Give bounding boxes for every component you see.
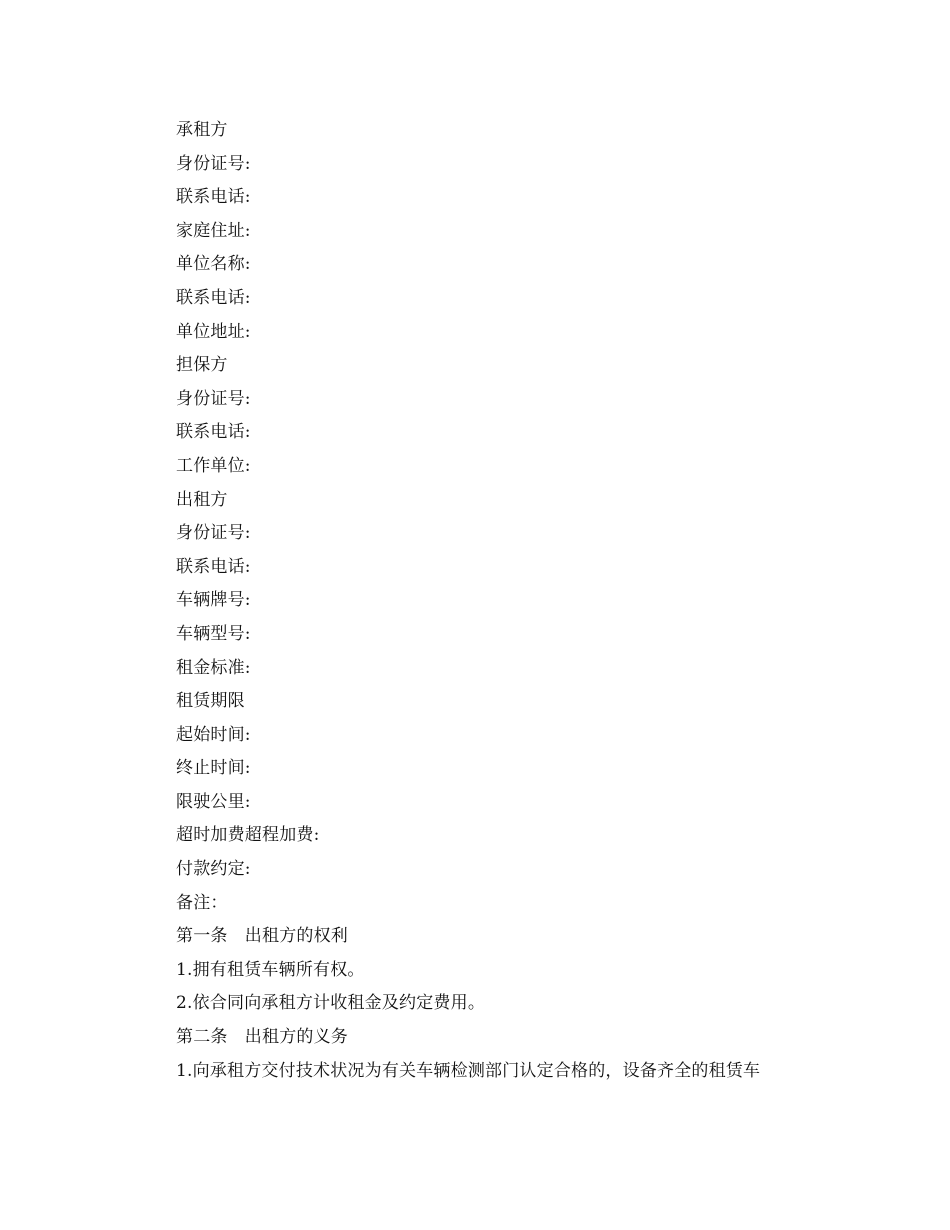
- article-1-clause-2: 2.依合同向承租方计收租金及约定费用。: [176, 993, 486, 1014]
- field-guarantor-workplace: 工作单位:: [176, 455, 251, 476]
- field-guarantor-phone: 联系电话:: [176, 422, 251, 443]
- field-payment-terms: 付款约定:: [176, 859, 251, 880]
- field-lessee-phone: 联系电话:: [176, 187, 251, 208]
- field-vehicle-model: 车辆型号:: [176, 623, 251, 644]
- article-1-clause-1: 1.拥有租赁车辆所有权。: [176, 959, 365, 980]
- article-1-heading: 第一条 出租方的权利: [176, 926, 348, 947]
- field-guarantor-id-number: 身份证号:: [176, 388, 251, 409]
- section-heading-lease-term: 租赁期限: [176, 691, 245, 712]
- section-heading-guarantor: 担保方: [176, 355, 228, 376]
- section-heading-lessor: 出租方: [176, 489, 228, 510]
- field-lessee-employer-address: 单位地址:: [176, 321, 251, 342]
- field-overtime-overdistance-fee: 超时加费超程加费:: [176, 825, 320, 846]
- field-lessee-id-number: 身份证号:: [176, 153, 251, 174]
- field-start-time: 起始时间:: [176, 724, 251, 745]
- field-mileage-limit: 限驶公里:: [176, 791, 251, 812]
- field-rent-standard: 租金标准:: [176, 657, 251, 678]
- field-lessee-employer-name: 单位名称:: [176, 254, 251, 275]
- field-lessor-phone: 联系电话:: [176, 556, 251, 577]
- field-lessee-home-address: 家庭住址:: [176, 220, 251, 241]
- field-lessee-employer-phone: 联系电话:: [176, 287, 251, 308]
- article-2-heading: 第二条 出租方的义务: [176, 1027, 348, 1048]
- field-lessor-id-number: 身份证号:: [176, 523, 251, 544]
- document-body: [176, 114, 836, 1088]
- field-vehicle-plate: 车辆牌号:: [176, 590, 251, 611]
- article-2-clause-1: 1.向承租方交付技术状况为有关车辆检测部门认定合格的，设备齐全的租赁车: [176, 1060, 761, 1081]
- field-remarks: 备注：: [176, 892, 228, 913]
- section-heading-lessee: 承租方: [176, 120, 228, 140]
- field-end-time: 终止时间:: [176, 758, 251, 779]
